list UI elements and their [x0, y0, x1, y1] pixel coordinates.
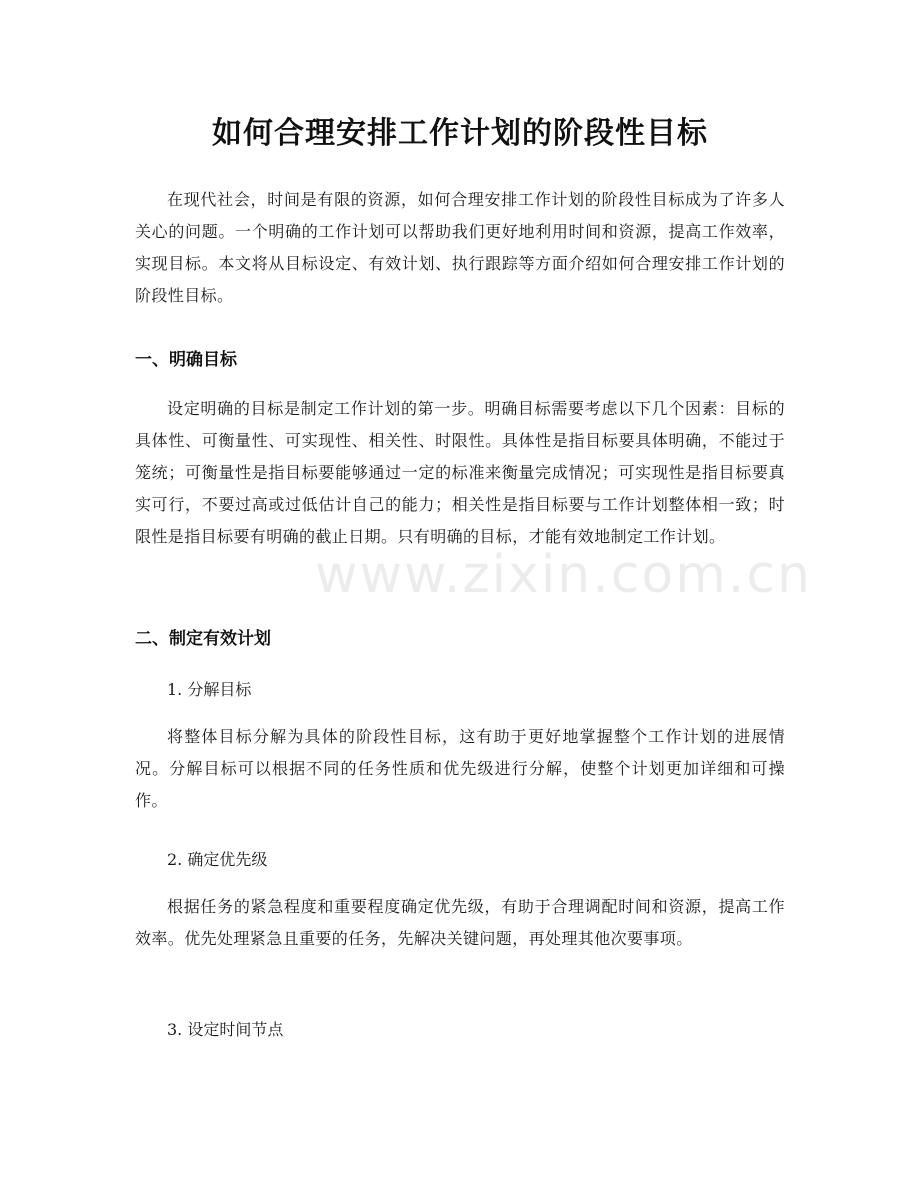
document-title: 如何合理安排工作计划的阶段性目标 — [212, 116, 708, 151]
subheading-2: 2. 确定优先级 — [167, 850, 268, 869]
intro-paragraph: 在现代社会，时间是有限的资源，如何合理安排工作计划的阶段性目标成为了许多人关心的问题。一个明确的工作计划可以帮助我们更好地利用时间和资源，提高工作效率，实现目标。本文将从目标设定、有效计划、执行跟踪等方面介绍如何合理安排工作计划的阶段性目标。 — [135, 190, 785, 305]
subsection-1-paragraph: 将整体目标分解为具体的阶段性目标，这有助于更好地掌握整个工作计划的进展情况。分解目标可以根据不同的任务性质和优先级进行分解，使整个计划更加详细和可操作。 — [135, 727, 785, 810]
subsection-2-paragraph: 根据任务的紧急程度和重要程度确定优先级，有助于合理调配时间和资源，提高工作效率。优先处理紧急且重要的任务，先解决关键问题，再处理其他次要事项。 — [135, 897, 785, 948]
section-1-paragraph: 设定明确的目标是制定工作计划的第一步。明确目标需要考虑以下几个因素：目标的具体性、可衡量性、可实现性、相关性、时限性。具体性是指目标要具体明确，不能过于笼统；可衡量性是指目标要能够通过一定的标准来衡量完成情况；可实现性是指目标要真实可行，不要过高或过低估计自己的能力；相关性是指目标要与工作计划整体相一致；时限性是指目标要有明确的截止日期。只有明确的目标，才能有效地制定工作计划。 — [135, 399, 785, 546]
watermark: www.zixin.com.cn — [315, 545, 812, 605]
subheading-3: 3. 设定时间节点 — [167, 1020, 284, 1039]
section-heading-1: 一、明确目标 — [135, 350, 237, 370]
section-heading-2: 二、制定有效计划 — [135, 629, 271, 649]
subheading-1: 1. 分解目标 — [167, 680, 252, 699]
